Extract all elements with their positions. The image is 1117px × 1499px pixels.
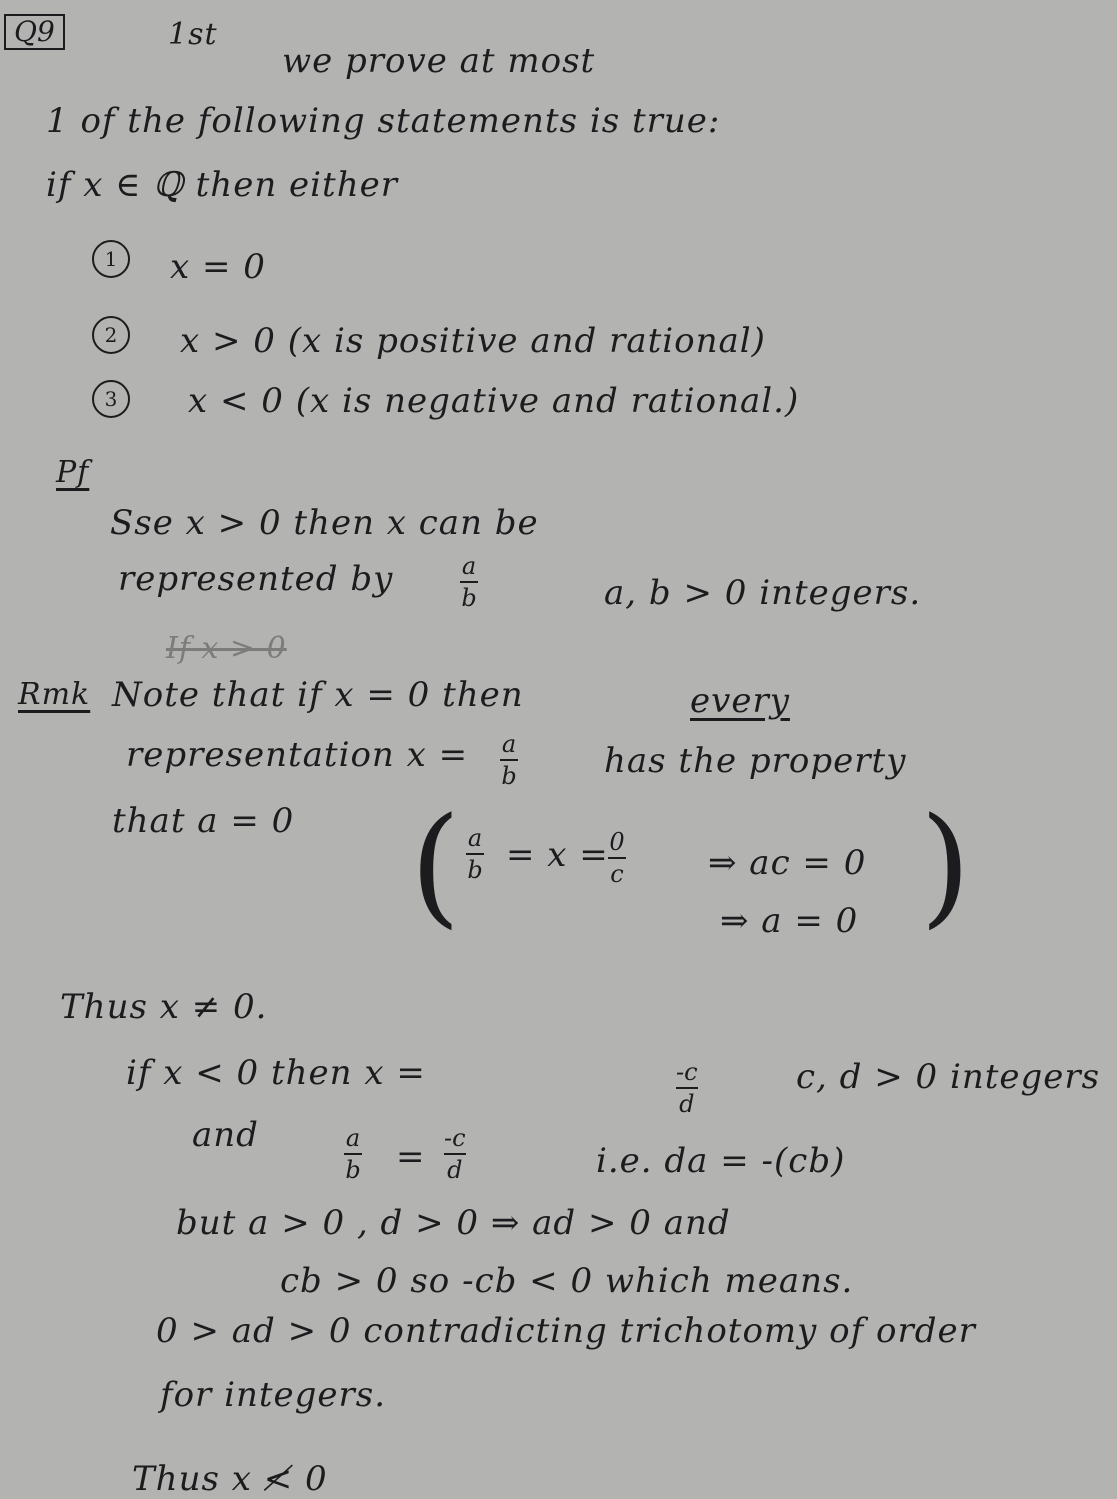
fraction-bar bbox=[344, 1153, 362, 1155]
fraction-denominator: b bbox=[345, 1156, 361, 1184]
case-1-text: x = 0 bbox=[170, 247, 266, 287]
proof-line-2a: represented by bbox=[118, 559, 394, 599]
equals-sign: = bbox=[396, 1137, 426, 1177]
fraction-numerator: 0 bbox=[609, 828, 625, 856]
fraction-denominator: d bbox=[447, 1156, 463, 1184]
fraction-a-over-b-3 bbox=[466, 826, 484, 882]
ie-line: i.e. da = -(cb) bbox=[596, 1141, 846, 1181]
proof-line-1: Sse x > 0 then x can be bbox=[110, 503, 539, 543]
fraction-numerator: a bbox=[501, 730, 517, 758]
right-paren: ) bbox=[920, 789, 971, 941]
case-2-number: 2 bbox=[92, 316, 130, 354]
but-line: but a > 0 , d > 0 ⇒ ad > 0 and bbox=[176, 1203, 731, 1243]
fraction-denominator: b bbox=[467, 856, 483, 884]
fraction-bar bbox=[500, 759, 518, 761]
remark-line-3: that a = 0 bbox=[112, 801, 295, 841]
intro-line-2: 1 of the following statements is true: bbox=[46, 101, 721, 141]
fraction-denominator: d bbox=[679, 1090, 695, 1118]
remark-implies-1: ⇒ ac = 0 bbox=[708, 843, 867, 883]
case-2-text: x > 0 (x is positive and rational) bbox=[180, 321, 766, 361]
fraction-bar bbox=[444, 1153, 466, 1155]
remark-eq-mid: = x = bbox=[506, 835, 609, 875]
fraction-neg-c-over-d-1 bbox=[676, 1060, 698, 1116]
first-marker: 1st bbox=[168, 17, 218, 52]
proof-line-2b: a, b > 0 integers. bbox=[604, 573, 922, 613]
case-1-number: 1 bbox=[92, 240, 130, 278]
contradiction-line: 0 > ad > 0 contradicting trichotomy of order bbox=[156, 1311, 976, 1351]
cb-line: cb > 0 so -cb < 0 which means. bbox=[280, 1261, 854, 1301]
remark-line-2b: has the property bbox=[604, 741, 907, 781]
remark-line-2a: representation x = bbox=[126, 735, 469, 775]
remark-line-1a: Note that if x = 0 then bbox=[112, 675, 524, 715]
if-tail: c, d > 0 integers bbox=[796, 1057, 1101, 1097]
fraction-a-over-b-1 bbox=[460, 554, 478, 610]
fraction-bar bbox=[460, 581, 478, 583]
struck-text: If x > 0 bbox=[166, 631, 287, 666]
proof-label: Pf bbox=[56, 455, 90, 490]
question-label: Q9 bbox=[4, 14, 65, 50]
for-integers-line: for integers. bbox=[160, 1375, 387, 1415]
and-word: and bbox=[192, 1115, 259, 1155]
fraction-numerator: a bbox=[467, 824, 483, 852]
fraction-a-over-b-2 bbox=[500, 732, 518, 788]
left-paren: ( bbox=[410, 789, 461, 941]
remark-label: Rmk bbox=[18, 677, 91, 712]
thus-line-2: Thus x ≮ 0 bbox=[132, 1459, 328, 1499]
fraction-neg-c-over-d-2 bbox=[444, 1126, 466, 1182]
fraction-0-over-c bbox=[608, 830, 626, 886]
fraction-denominator: b bbox=[501, 762, 517, 790]
fraction-numerator: -c bbox=[676, 1058, 698, 1086]
fraction-numerator: a bbox=[461, 552, 477, 580]
thus-line-1: Thus x ≠ 0. bbox=[60, 987, 268, 1027]
fraction-bar bbox=[676, 1087, 698, 1089]
fraction-denominator: c bbox=[610, 860, 624, 888]
fraction-numerator: -c bbox=[444, 1124, 466, 1152]
fraction-bar bbox=[608, 857, 626, 859]
fraction-a-over-b-4 bbox=[344, 1126, 362, 1182]
fraction-bar bbox=[466, 853, 484, 855]
fraction-denominator: b bbox=[461, 584, 477, 612]
intro-line-1: we prove at most bbox=[282, 41, 596, 81]
if-line: if x < 0 then x = bbox=[126, 1053, 426, 1093]
remark-every: every bbox=[690, 681, 790, 721]
case-3-text: x < 0 (x is negative and rational.) bbox=[188, 381, 800, 421]
remark-implies-2: ⇒ a = 0 bbox=[720, 901, 859, 941]
case-3-number: 3 bbox=[92, 380, 130, 418]
intro-line-3: if x ∈ ℚ then either bbox=[46, 165, 398, 205]
fraction-numerator: a bbox=[345, 1124, 361, 1152]
